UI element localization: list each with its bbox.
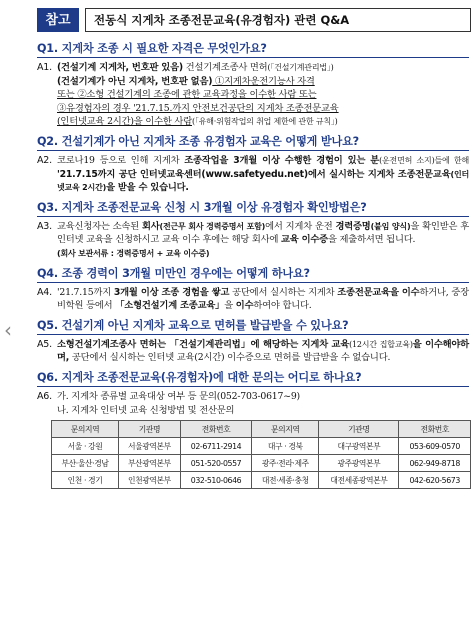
text: (운전면허 소지)들에 한해 <box>379 155 470 165</box>
answer-label: A2. <box>37 154 52 166</box>
text: 조종작업을 3개월 이상 수행한 경험이 있는 분 <box>184 154 380 166</box>
text: 이수 <box>235 300 254 312</box>
question-5: Q5. 건설기계 아닌 지게차 교육으로 면허를 발급받을 수 있나요? <box>37 317 469 335</box>
question-6: Q6. 지게차 조종전문교육(유경험자)에 대한 문의는 어디로 하나요? <box>37 369 469 387</box>
text: 에서 지게차 운전 <box>265 220 336 232</box>
table-header: 기관명 <box>119 421 181 438</box>
qa-content <box>37 36 469 489</box>
reference-tag: 참고 <box>37 8 79 32</box>
text: (전근무 회사 경력증명서 포함) <box>159 221 266 231</box>
answer-label: A6. <box>37 390 52 402</box>
text: 3개월 이상 조종 경험을 쌓고 <box>113 286 230 298</box>
table-header: 전화번호 <box>399 421 471 438</box>
text: 을 확인받은 후 인터넷 교육을 신청하시고 교육 이수 후에는 해당 회사에 <box>57 220 470 246</box>
text: ①지게차운전기능사 자격 <box>212 75 315 87</box>
text: 또는 ②소형 건설기계의 조종에 관한 교육과정을 이수한 사람 또는 <box>57 89 317 101</box>
inquiry-line-2: 나. 지게차 인터넷 교육 신청방법 및 전산문의 <box>57 404 235 416</box>
text: ③유경험자의 경우 '21.7.15.까지 안전보건공단의 지게차 조종전문교육 <box>57 102 339 114</box>
text: 을 <box>224 300 236 312</box>
table-cell: 서울 · 강원 <box>52 438 119 455</box>
text: (인터넷교육 2시간)을 이수한 사람 <box>57 116 192 128</box>
answer-label: A3. <box>37 220 52 232</box>
table-row <box>52 455 471 472</box>
answer-6 <box>37 390 469 417</box>
text: (12시간 집합교육) <box>349 339 413 349</box>
answer-2 <box>37 154 469 195</box>
table-header-row <box>52 421 471 438</box>
table-header: 문의지역 <box>52 421 119 438</box>
text: 하거나, 중장비학원 등에서 <box>57 286 469 312</box>
table-cell: 대전세종광역본부 <box>319 472 399 489</box>
table-row <box>52 438 471 455</box>
text: (건설기계가 아닌 지게차, 번호판 없음) <box>57 75 213 87</box>
answer-3 <box>37 220 469 261</box>
table-header: 기관명 <box>319 421 399 438</box>
table-cell: 인천 · 경기 <box>52 472 119 489</box>
table-cell: 광주광역본부 <box>319 455 399 472</box>
text: '21.7.15까지 <box>57 286 114 298</box>
answer-label: A1. <box>37 62 52 73</box>
table-cell: 서울광역본부 <box>119 438 181 455</box>
text: '21.7.15까지 공단 인터넷교육센터(www.safetyedu.net)에서 실시하는 지게차 조종전문교육 <box>57 168 451 180</box>
text: (인터넷교육 2시간) <box>57 169 469 193</box>
text: 교육 이수증 <box>281 234 328 246</box>
table-cell: 062-949-8718 <box>399 455 471 472</box>
answer-4 <box>37 286 469 313</box>
table-header: 전화번호 <box>180 421 252 438</box>
table-cell: 053-609-0570 <box>399 438 471 455</box>
table-cell: 부산·울산·경남 <box>52 455 119 472</box>
question-3: Q3. 지게차 조종전문교육 신청 시 3개월 이상 유경험자 확인방법은? <box>37 199 469 217</box>
answer-label: A4. <box>37 286 52 298</box>
text: (붙임 양식) <box>370 221 411 231</box>
table-cell: 051-520-0557 <box>180 455 252 472</box>
text: 코로나19 등으로 인해 지게차 <box>57 154 185 166</box>
text: 회사 <box>141 220 160 232</box>
text: 교육신청자는 소속된 <box>57 220 142 232</box>
document-header <box>37 8 471 32</box>
answer-label: A5. <box>37 338 52 350</box>
text: 을 제출하셔면 됩니다. <box>327 234 416 246</box>
text: 공단에서 실시하는 인터넷 교육(2시간) 이수증으로 면허를 발급받을 수 없습니다. <box>69 352 391 364</box>
text: 하여야 합니다. <box>253 300 312 312</box>
question-2: Q2. 건설기계가 아닌 지게차 조종 유경험자 교육은 어떻게 받나요? <box>37 133 469 151</box>
text: (「유해·위험작업의 취업 제한에 관한 규칙」) <box>192 117 338 127</box>
text: 을 받을 수 있습니다. <box>106 182 189 194</box>
table-cell: 광주·전라·제주 <box>252 455 319 472</box>
question-4: Q4. 조종 경력이 3개월 미만인 경우에는 어떻게 하나요? <box>37 265 469 283</box>
table-cell: 032-510-0646 <box>180 472 252 489</box>
text: 소형건설기계조종사 면허는 「건설기계관리법」에 해당하는 지게차 교육 <box>57 338 350 350</box>
answer-5 <box>37 338 469 365</box>
question-1: Q1. 지게차 조종 시 필요한 자격은 무엇인가요? <box>37 40 469 58</box>
text: (건설기계 지게차, 번호판 있음) <box>57 62 183 73</box>
table-header: 문의지역 <box>252 421 319 438</box>
text: 조종전문교육을 이수 <box>337 286 420 298</box>
table-cell: 대구 · 경북 <box>252 438 319 455</box>
table-cell: 부산광역본부 <box>119 455 181 472</box>
document-note: (회사 보관서류 : 경력증명서 + 교육 이수증) <box>57 248 210 258</box>
text: (「건설기계관리법」) <box>267 63 334 72</box>
table-cell: 대전·세종·충청 <box>252 472 319 489</box>
table-row <box>52 472 471 489</box>
inquiry-line-1: 가. 지게차 종류별 교육대상 여부 등 문의(052-703-0617~9) <box>57 390 300 402</box>
table-cell: 02-6711-2914 <box>180 438 252 455</box>
answer-1 <box>37 61 469 129</box>
text: 건설기계조종사 면허 <box>182 62 268 73</box>
previous-page-arrow-icon[interactable]: ‹ <box>4 318 12 342</box>
table-cell: 대구광역본부 <box>319 438 399 455</box>
table-cell: 042-620-5673 <box>399 472 471 489</box>
text: 경력증명 <box>335 220 371 232</box>
text: 공단에서 실시하는 지게차 <box>229 286 338 298</box>
contact-table <box>51 420 471 489</box>
text: 을 이수해야하며, <box>57 338 469 364</box>
table-cell: 인천광역본부 <box>119 472 181 489</box>
document-title: 전동식 지게차 조종전문교육(유경험자) 관련 Q&A <box>85 8 471 32</box>
text: 「소형건설기계 조종교육」 <box>115 300 225 312</box>
